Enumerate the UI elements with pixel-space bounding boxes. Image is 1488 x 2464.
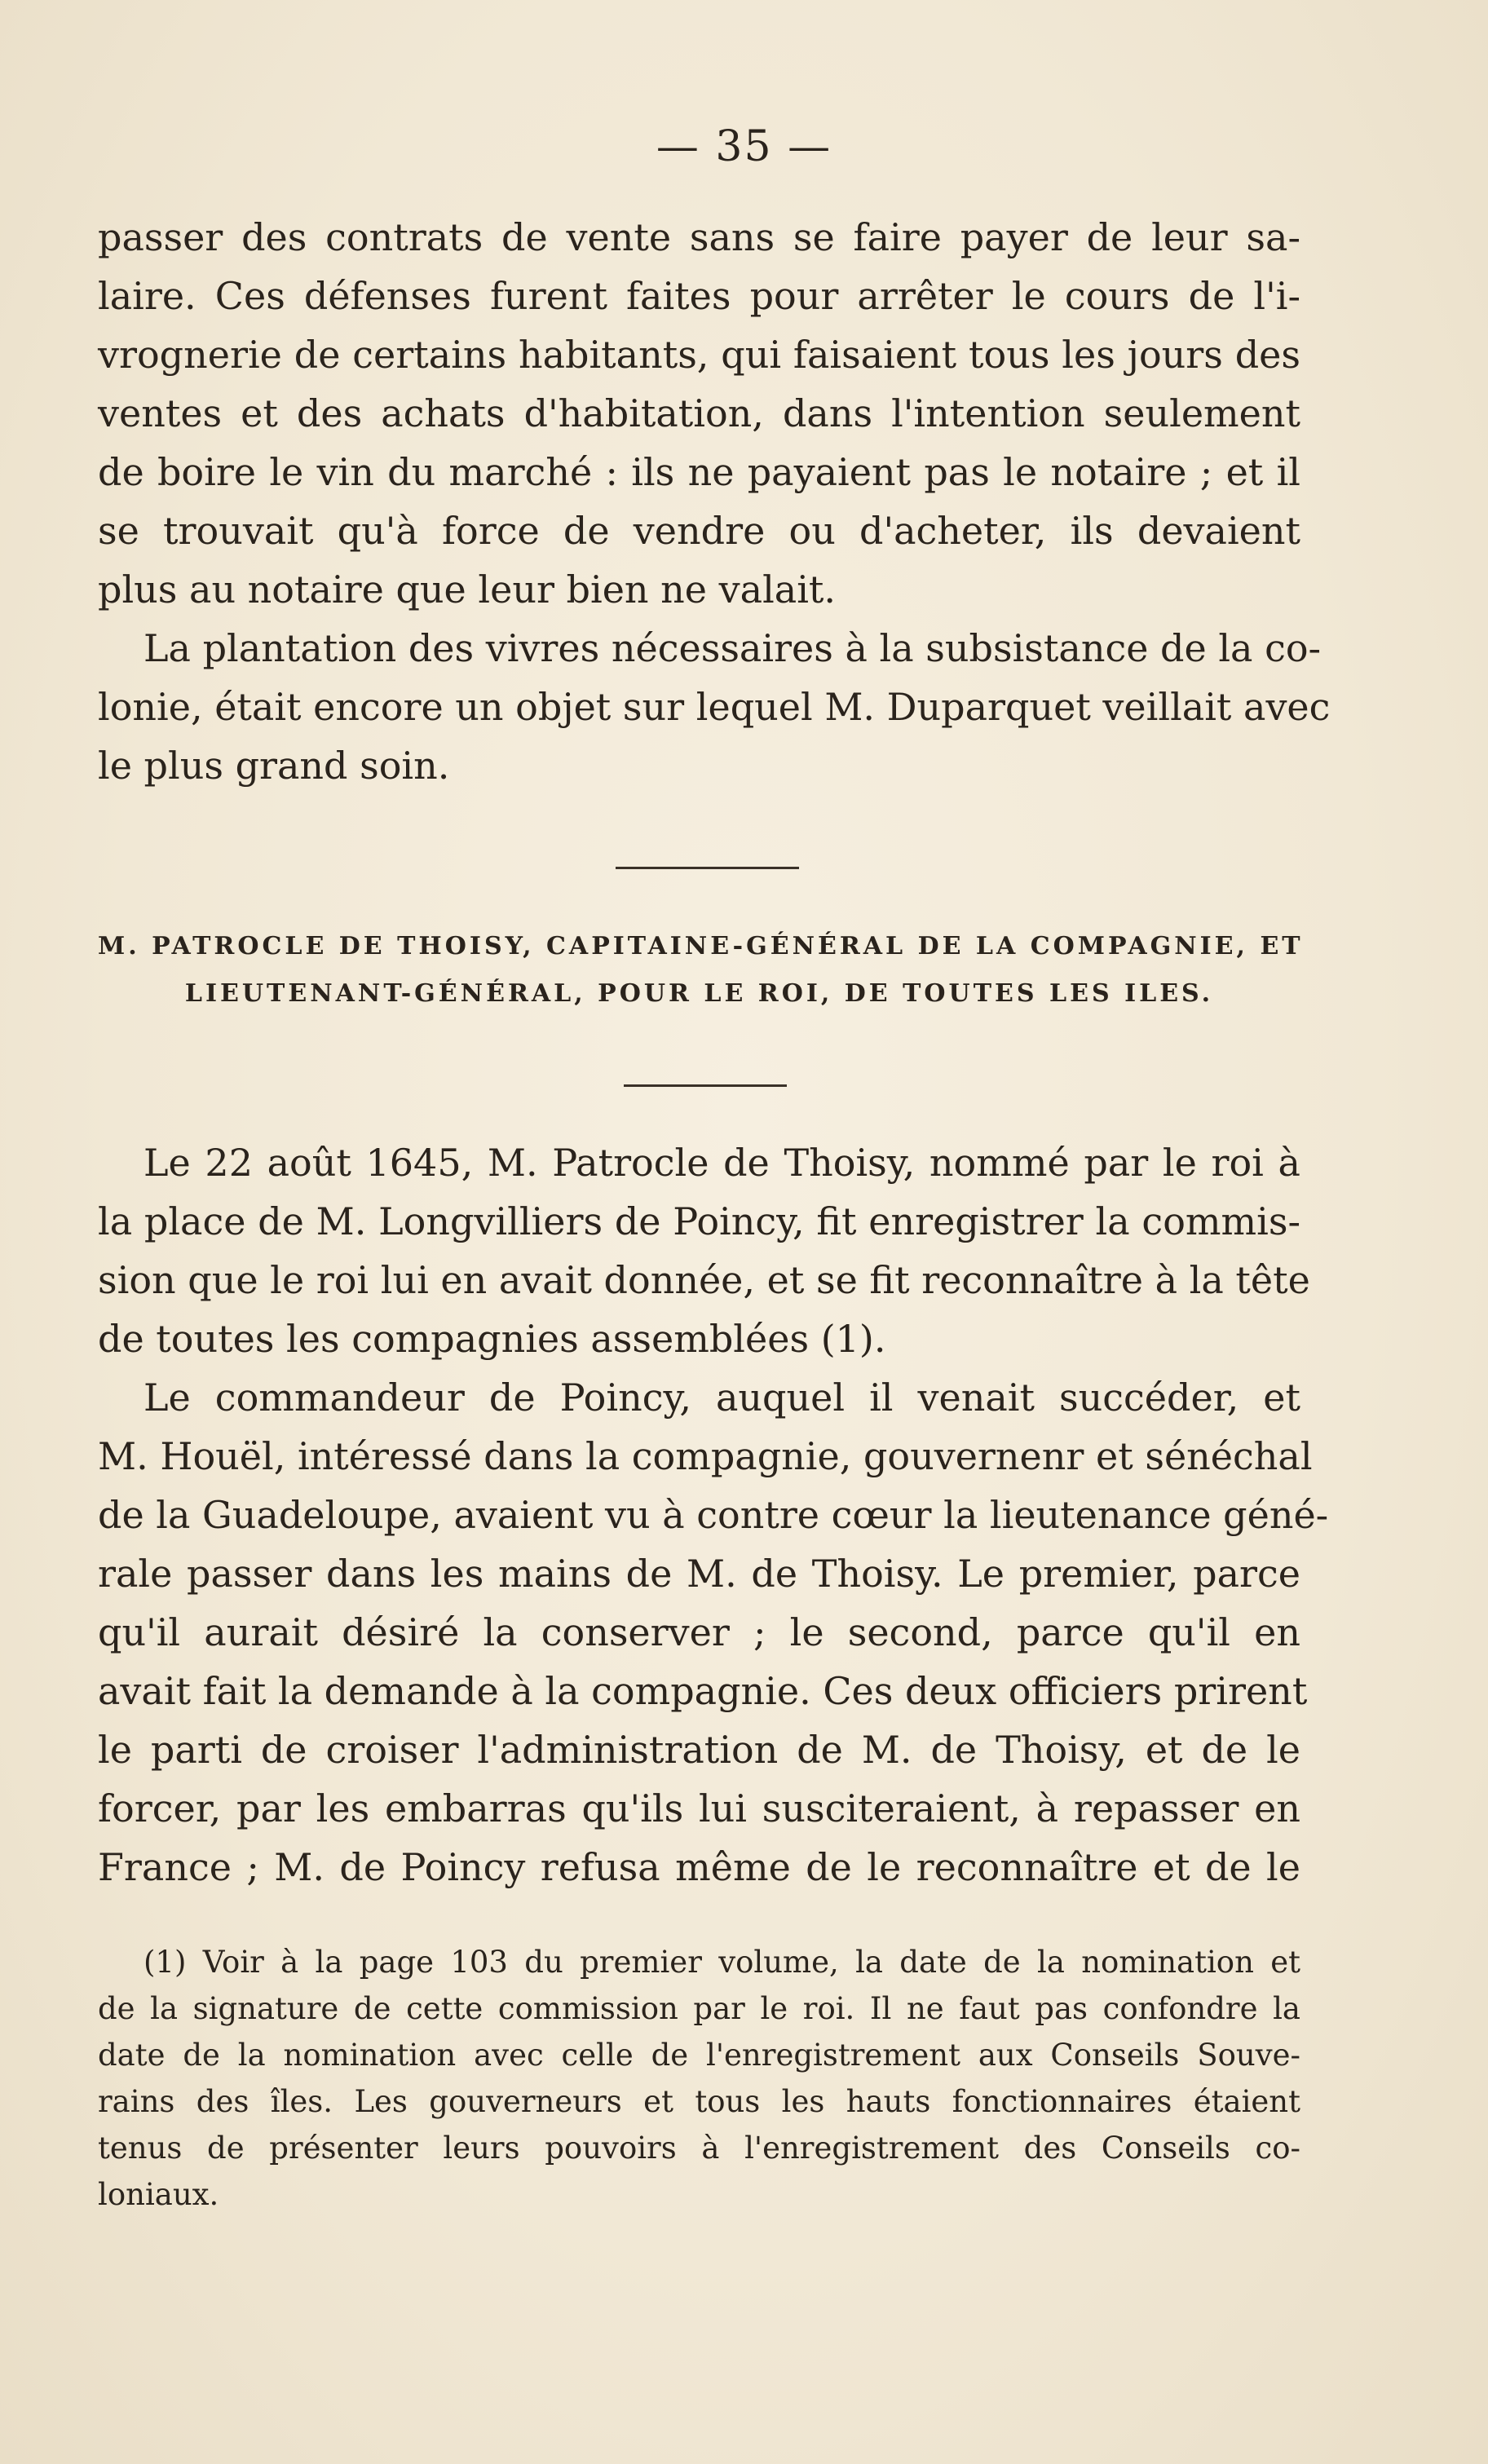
text-line: lonie, était encore un objet sur lequel M. Duparquet veillait avec bbox=[98, 685, 1331, 729]
body-text-top bbox=[98, 208, 1331, 795]
footnote-line: tenus de présenter leurs pouvoirs à l'enregistrement des Conseils co- bbox=[98, 2131, 1300, 2166]
footnote-line: date de la nomination avec celle de l'enregistrement aux Conseils Souve- bbox=[98, 2038, 1300, 2073]
heading-text: M. PATROCLE DE THOISY, CAPITAINE-GÉNÉRAL DE LA COMPAGNIE, ET bbox=[98, 932, 1304, 960]
text-line: avait fait la demande à la compagnie. Ces deux officiers prirent bbox=[98, 1669, 1308, 1713]
text-line: qu'il aurait désiré la conserver ; le second, parce qu'il en bbox=[98, 1610, 1300, 1654]
text-line: de la Guadeloupe, avaient vu à contre cœur la lieutenance géné- bbox=[98, 1493, 1329, 1537]
page-number: — 35 — bbox=[656, 122, 832, 171]
text-line: passer des contrats de vente sans se faire payer de leur sa- bbox=[98, 215, 1300, 259]
section-heading-line-2 bbox=[98, 970, 1300, 1018]
text-line: de toutes les compagnies assemblées (1). bbox=[98, 1317, 886, 1361]
text-line: forcer, par les embarras qu'ils lui susciteraient, à repasser en bbox=[98, 1786, 1300, 1830]
footnote-line: (1) Voir à la page 103 du premier volume, la date de la nomination et bbox=[144, 1945, 1300, 1980]
section-heading-line-1 bbox=[98, 923, 1304, 970]
text-line: Le 22 août 1645, M. Patrocle de Thoisy, nommé par le roi à bbox=[144, 1141, 1300, 1185]
text-line: sion que le roi lui en avait donnée, et se fit reconnaître à la tête bbox=[98, 1258, 1310, 1302]
section-divider-bottom bbox=[624, 1084, 787, 1087]
text-line: de boire le vin du marché : ils ne payaient pas le notaire ; et il bbox=[98, 450, 1300, 494]
heading-text: LIEUTENANT-GÉNÉRAL, POUR LE ROI, DE TOUTES LES ILES. bbox=[184, 979, 1214, 1008]
text-line: vrognerie de certains habitants, qui faisaient tous les jours des bbox=[98, 333, 1300, 377]
text-line: M. Houël, intéressé dans la compagnie, gouvernenr et sénéchal bbox=[98, 1434, 1313, 1478]
body-text-bottom bbox=[98, 1133, 1329, 1897]
text-line: plus au notaire que leur bien ne valait. bbox=[98, 567, 837, 612]
text-line: laire. Ces défenses furent faites pour arrêter le cours de l'i- bbox=[98, 274, 1300, 318]
footnote bbox=[98, 1939, 1300, 2218]
text-line: le parti de croiser l'administration de M. de Thoisy, et de le bbox=[98, 1728, 1300, 1772]
text-line: France ; M. de Poincy refusa même de le reconnaître et de le bbox=[98, 1845, 1300, 1889]
text-line: se trouvait qu'à force de vendre ou d'acheter, ils devaient bbox=[98, 509, 1300, 553]
text-line: La plantation des vivres nécessaires à la subsistance de la co- bbox=[144, 626, 1322, 670]
text-line: la place de M. Longvilliers de Poincy, fit enregistrer la commis- bbox=[98, 1199, 1300, 1243]
text-line: rale passer dans les mains de M. de Thoisy. Le premier, parce bbox=[98, 1552, 1300, 1596]
text-line: Le commandeur de Poincy, auquel il venait succéder, et bbox=[144, 1376, 1300, 1420]
footnote-line: loniaux. bbox=[98, 2177, 219, 2212]
section-divider-top bbox=[616, 867, 799, 869]
footnote-line: de la signature de cette commission par le roi. Il ne faut pas confondre la bbox=[98, 1991, 1300, 2026]
text-line: ventes et des achats d'habitation, dans l'intention seulement bbox=[98, 391, 1300, 435]
footnote-line: rains des îles. Les gouverneurs et tous les hauts fonctionnaires étaient bbox=[98, 2084, 1300, 2119]
text-line: le plus grand soin. bbox=[98, 744, 450, 788]
